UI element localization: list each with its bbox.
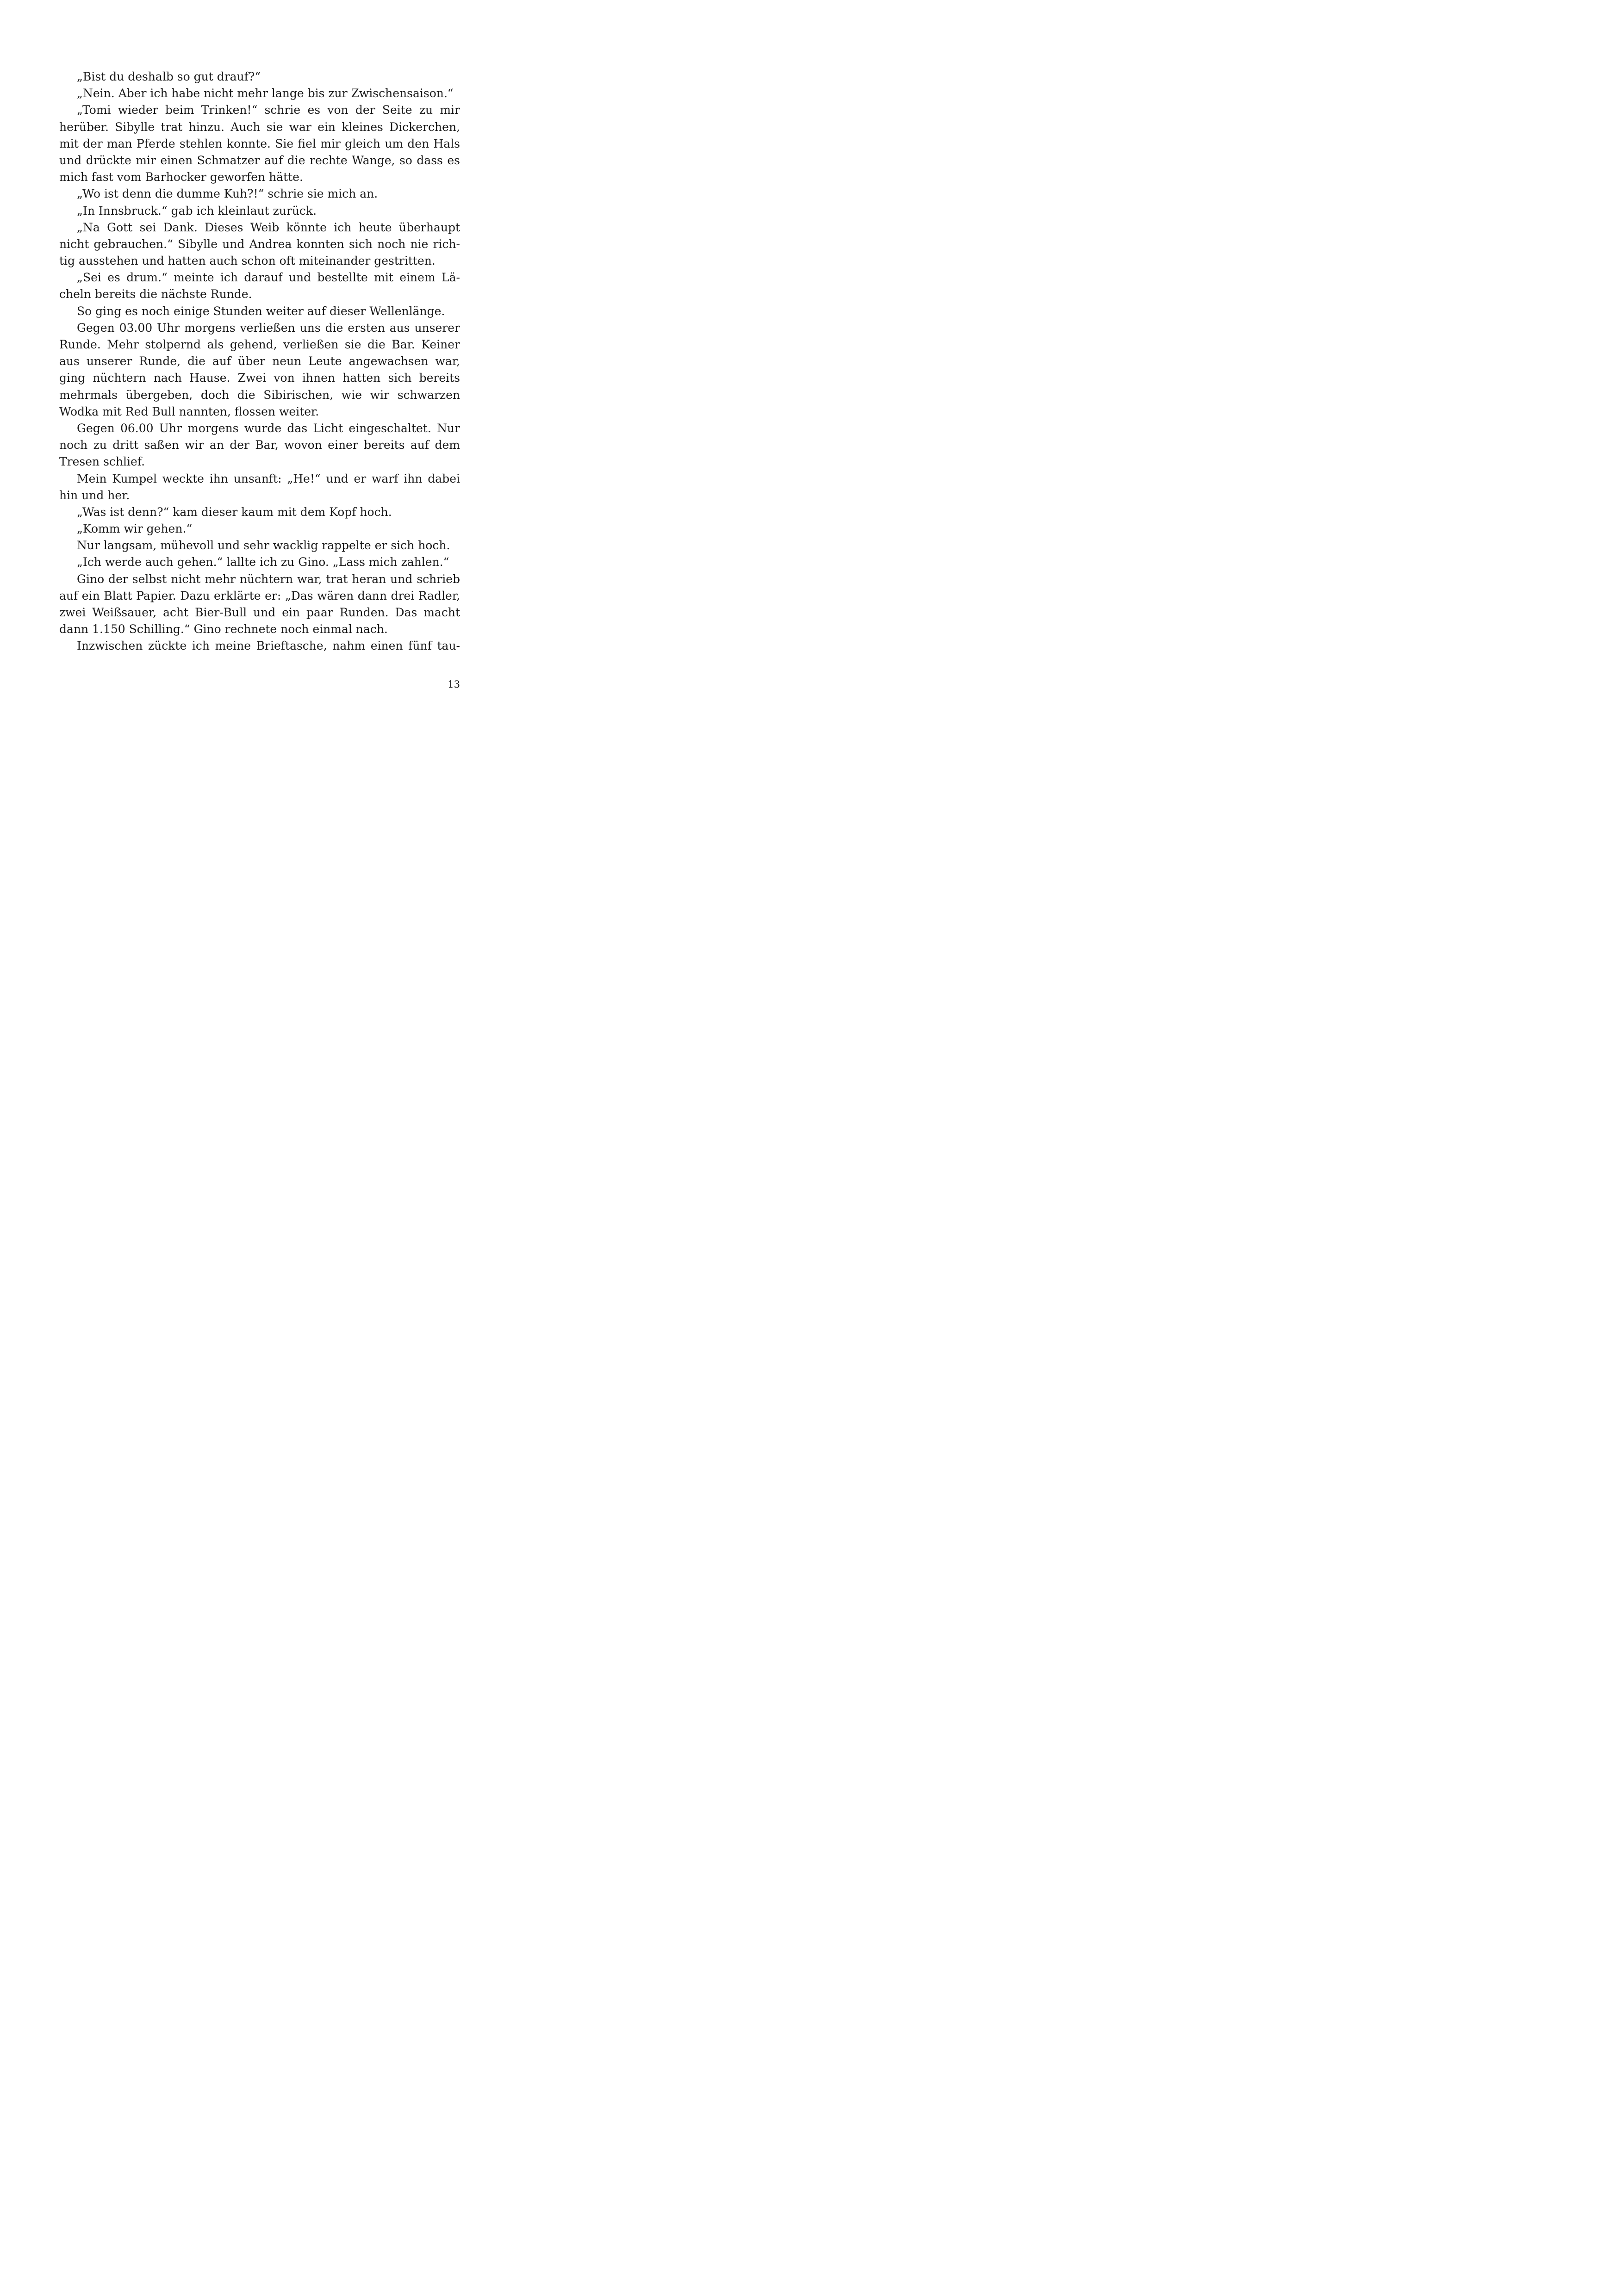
- text-line: cheln bereits die nächste Runde.: [59, 287, 252, 301]
- text-line: auf ein Blatt Papier. Dazu erklärte er: „Das wären dann drei Radler,: [59, 589, 460, 602]
- text-line: „Bist du deshalb so gut drauf?“: [77, 70, 261, 83]
- text-line: aus unserer Runde, die auf über neun Leute angewachsen war,: [59, 354, 460, 368]
- text-line: „In Innsbruck.“ gab ich kleinlaut zurück.: [77, 204, 317, 217]
- text-line: Gegen 06.00 Uhr morgens wurde das Licht eingeschaltet. Nur: [77, 421, 460, 435]
- text-line: „Komm wir gehen.“: [77, 522, 193, 536]
- text-line: tig ausstehen und hatten auch schon oft miteinander gestritten.: [59, 254, 436, 268]
- text-line: und drückte mir einen Schmatzer auf die rechte Wange, so dass es: [59, 153, 460, 167]
- text-line: hin und her.: [59, 488, 130, 502]
- text-line: zwei Weißsauer, acht Bier-Bull und ein paar Runden. Das macht: [59, 606, 460, 619]
- text-line: nicht gebrauchen.“ Sibylle und Andrea konnten sich noch nie rich-: [59, 237, 460, 251]
- text-line: ging nüchtern nach Hause. Zwei von ihnen hatten sich bereits: [59, 371, 460, 385]
- text-line: „Nein. Aber ich habe nicht mehr lange bis zur Zwischensaison.“: [77, 87, 454, 100]
- text-line: mich fast vom Barhocker geworfen hätte.: [59, 170, 303, 184]
- text-line: Wodka mit Red Bull nannten, flossen weiter.: [59, 404, 319, 418]
- text-line: Runde. Mehr stolpernd als gehend, verließen sie die Bar. Keiner: [59, 338, 460, 351]
- text-line: Inzwischen zückte ich meine Brieftasche, nahm einen fünf tau-: [77, 639, 460, 653]
- text-line: Nur langsam, mühevoll und sehr wacklig rappelte er sich hoch.: [77, 539, 450, 552]
- text-line: Gegen 03.00 Uhr morgens verließen uns die ersten aus unserer: [77, 321, 460, 335]
- text-line: mit der man Pferde stehlen konnte. Sie fiel mir gleich um den Hals: [59, 137, 460, 150]
- page-number: 13: [448, 679, 460, 690]
- text-line: Mein Kumpel weckte ihn unsanft: „He!“ und er warf ihn dabei: [77, 472, 460, 485]
- book-page: [0, 0, 511, 722]
- text-line: dann 1.150 Schilling.“ Gino rechnete noch einmal nach.: [59, 622, 388, 636]
- text-line: „Ich werde auch gehen.“ lallte ich zu Gino. „Lass mich zahlen.“: [77, 555, 449, 569]
- text-line: „Sei es drum.“ meinte ich darauf und bestellte mit einem Lä-: [77, 271, 460, 285]
- text-line: „Na Gott sei Dank. Dieses Weib könnte ich heute überhaupt: [77, 220, 460, 234]
- text-line: herüber. Sibylle trat hinzu. Auch sie war ein kleines Dickerchen,: [59, 120, 460, 134]
- text-line: mehrmals übergeben, doch die Sibirischen, wie wir schwarzen: [59, 388, 460, 402]
- text-line: „Tomi wieder beim Trinken!“ schrie es von der Seite zu mir: [77, 103, 460, 117]
- body-text: [59, 68, 460, 655]
- text-line: „Was ist denn?“ kam dieser kaum mit dem Kopf hoch.: [77, 505, 392, 519]
- text-line: „Wo ist denn die dumme Kuh?!“ schrie sie mich an.: [77, 187, 378, 201]
- text-line: noch zu dritt saßen wir an der Bar, wovon einer bereits auf dem: [59, 438, 460, 452]
- text-line: So ging es noch einige Stunden weiter auf dieser Wellenlänge.: [77, 304, 445, 318]
- text-line: Gino der selbst nicht mehr nüchtern war, trat heran und schrieb: [77, 572, 460, 586]
- text-line: Tresen schlief.: [59, 455, 145, 469]
